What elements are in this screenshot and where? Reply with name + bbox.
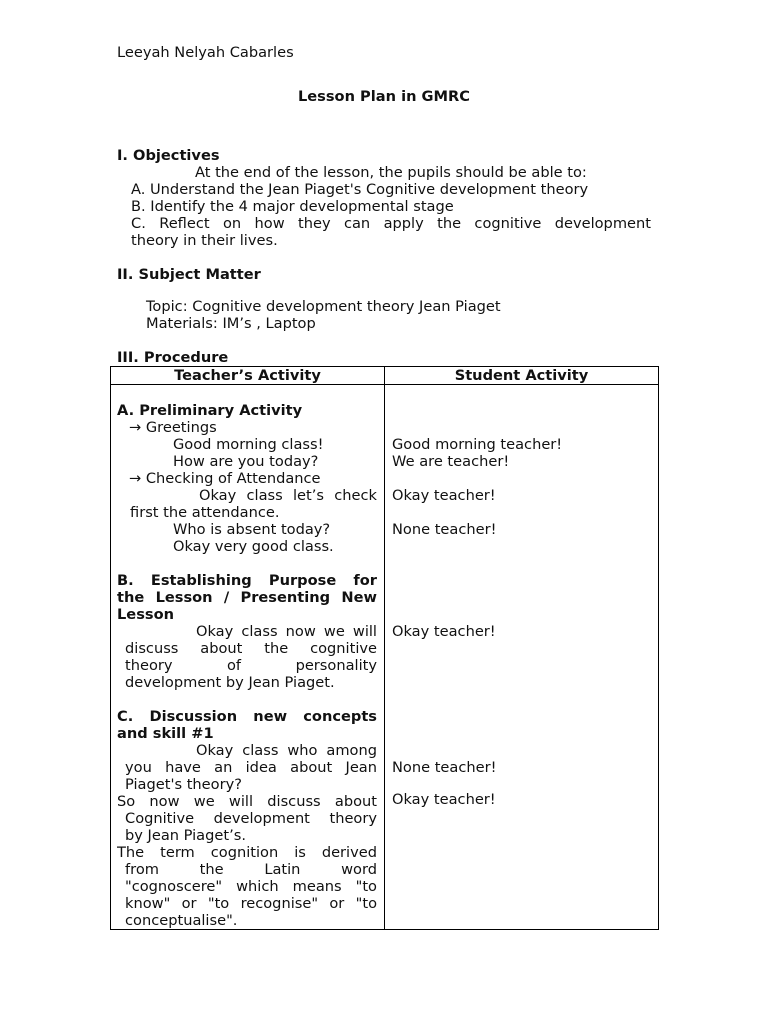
section-b <box>117 572 377 691</box>
teacher-line: know" or "to recognise" or "to <box>125 895 377 912</box>
section-b-heading: the Lesson / Presenting New <box>117 589 377 606</box>
teacher-line: How are you today? <box>173 453 319 470</box>
section-c-heading: and skill #1 <box>117 725 214 742</box>
section-a-heading: A. Preliminary Activity <box>117 402 303 419</box>
teacher-line: development by Jean Piaget. <box>125 674 335 691</box>
column-divider <box>384 367 385 929</box>
subject-matter-heading: II. Subject Matter <box>117 266 261 283</box>
student-response: None teacher! <box>392 521 497 538</box>
objective-c-line1: C. Reflect on how they can apply the cognitive development <box>131 215 651 232</box>
teacher-line: Okay class who among <box>196 742 377 759</box>
teacher-line: Okay very good class. <box>173 538 334 555</box>
teacher-line: Okay class now we will <box>196 623 377 640</box>
subject-materials: Materials: IM’s , Laptop <box>146 315 316 332</box>
greetings-label: → Greetings <box>129 419 217 436</box>
objective-b: B. Identify the 4 major developmental stage <box>131 198 454 215</box>
objective-a: A. Understand the Jean Piaget's Cognitive development theory <box>131 181 589 198</box>
objectives-heading: I. Objectives <box>117 147 220 164</box>
document-title: Lesson Plan in GMRC <box>297 88 470 105</box>
student-response: Okay teacher! <box>392 623 496 640</box>
header-divider <box>111 384 658 385</box>
procedure-table <box>110 366 659 930</box>
teacher-line: "cognoscere" which means "to <box>125 878 377 895</box>
teacher-line: Who is absent today? <box>173 521 331 538</box>
teacher-line: Cognitive development theory <box>125 810 377 827</box>
teacher-activity-header: Teacher’s Activity <box>174 367 321 384</box>
procedure-heading: III. Procedure <box>117 349 229 366</box>
attendance-label: → Checking of Attendance <box>129 470 321 487</box>
teacher-line: conceptualise". <box>125 912 238 929</box>
teacher-line: discuss about the cognitive <box>125 640 377 657</box>
section-c-heading: C. Discussion new concepts <box>117 708 377 725</box>
teacher-line: So now we will discuss about <box>117 793 377 810</box>
teacher-line: Piaget's theory? <box>125 776 242 793</box>
author-name: Leeyah Nelyah Cabarles <box>117 44 294 61</box>
teacher-line: first the attendance. <box>130 504 280 521</box>
section-c <box>117 708 377 929</box>
subject-topic: Topic: Cognitive development theory Jean Piaget <box>146 298 501 315</box>
student-response: Okay teacher! <box>392 487 496 504</box>
objective-c-line2: theory in their lives. <box>131 232 278 249</box>
teacher-line: from the Latin word <box>125 861 377 878</box>
teacher-line: you have an idea about Jean <box>125 759 377 776</box>
teacher-line: Good morning class! <box>173 436 324 453</box>
section-b-heading: Lesson <box>117 606 174 623</box>
objectives-intro: At the end of the lesson, the pupils should be able to: <box>195 164 587 181</box>
student-activity-header: Student Activity <box>454 367 589 384</box>
student-response: Good morning teacher! <box>392 436 563 453</box>
student-response: Okay teacher! <box>392 791 496 808</box>
section-a <box>117 402 377 555</box>
student-response: We are teacher! <box>392 453 510 470</box>
teacher-line: theory of personality <box>125 657 377 674</box>
teacher-line: Okay class let’s check <box>199 487 377 504</box>
student-response: None teacher! <box>392 759 497 776</box>
teacher-line: by Jean Piaget’s. <box>125 827 246 844</box>
section-b-heading: B. Establishing Purpose for <box>117 572 377 589</box>
teacher-line: The term cognition is derived <box>117 844 377 861</box>
